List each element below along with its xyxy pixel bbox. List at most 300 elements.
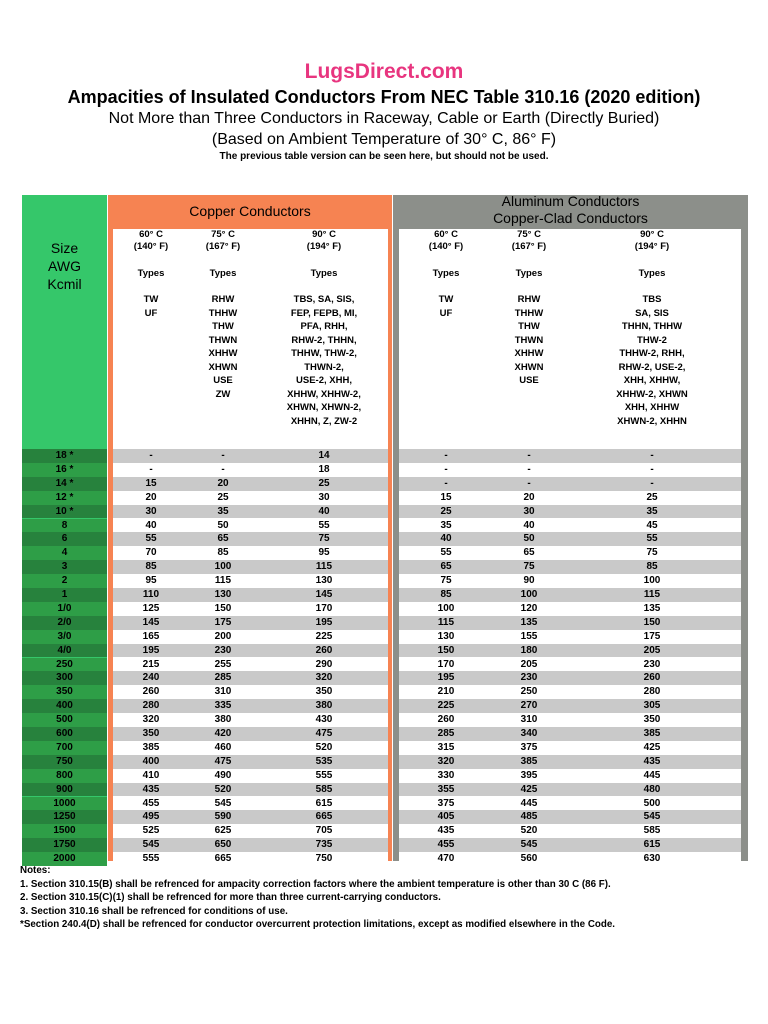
cu-75-cell: 545 xyxy=(214,797,232,809)
table-row xyxy=(22,644,748,658)
cu-90-cell: 665 xyxy=(315,811,333,823)
size-header-line: AWG xyxy=(48,258,81,274)
al-60-cell: 260 xyxy=(437,714,455,726)
al-75-cell: - xyxy=(527,477,531,489)
cu-60-cell: 350 xyxy=(142,728,160,739)
al-75-cell: 205 xyxy=(520,658,538,670)
al-90-cell: 630 xyxy=(643,853,661,865)
cu-75-cell: 625 xyxy=(214,825,232,837)
conductor-type: USE xyxy=(519,375,539,386)
note-line: *Section 240.4(D) shall be refrenced for conductor overcurrent protection limitations, except as modified elsewhere in the Code. xyxy=(20,919,616,930)
al-60-cell: 315 xyxy=(437,741,455,753)
conductor-type: THW xyxy=(212,321,234,332)
conductor-type: UF xyxy=(144,307,158,319)
column-temp-c: 75° C xyxy=(517,229,541,240)
conductor-type: USE-2, XHH, xyxy=(296,375,352,386)
cu-75-cell: 230 xyxy=(214,644,232,656)
table-row xyxy=(22,741,748,755)
al-60-cell: 405 xyxy=(437,811,455,823)
al-75-cell: 340 xyxy=(520,728,538,739)
column-types-list xyxy=(400,293,492,320)
cu-75-cell: 335 xyxy=(214,700,232,712)
table-row xyxy=(22,588,748,602)
cu-75-cell: 650 xyxy=(214,839,232,851)
al-75-cell: 135 xyxy=(520,616,538,628)
cu-90-cell: 615 xyxy=(315,797,333,809)
cu-90-cell: 115 xyxy=(315,561,333,573)
al-60-cell: 470 xyxy=(437,853,455,865)
cu-90-cell: 30 xyxy=(318,491,330,503)
al-75-cell: 120 xyxy=(520,602,538,614)
al-60-cell: - xyxy=(444,450,448,461)
cu-60-cell: 15 xyxy=(145,477,157,489)
previous-version-link[interactable]: The previous table version can be seen here, but should not be used. xyxy=(219,151,549,162)
aluminum-header xyxy=(393,193,748,227)
table-row xyxy=(22,546,748,560)
column-types-list xyxy=(113,293,189,320)
al-75-cell: 445 xyxy=(520,797,538,809)
column-types-list xyxy=(258,293,390,428)
size-cell: 900 xyxy=(22,783,107,797)
table-row xyxy=(22,574,748,588)
conductor-type: RHW xyxy=(211,294,235,305)
table-row xyxy=(22,658,748,672)
al-60-cell: 35 xyxy=(440,519,452,531)
cu-75-cell: 100 xyxy=(214,561,232,573)
cu-90-cell: 195 xyxy=(315,616,333,628)
al-75-cell: 385 xyxy=(520,755,538,767)
cu-60-cell: 240 xyxy=(142,672,160,684)
conductor-type: XHWN xyxy=(208,361,238,373)
conductor-type: XHHW xyxy=(208,348,238,359)
conductor-type: TW xyxy=(438,294,454,305)
size-cell: 10 * xyxy=(22,505,107,519)
cu-90-cell: 380 xyxy=(315,700,333,712)
conductor-type: PFA, RHH, xyxy=(300,321,348,332)
al-90-cell: 350 xyxy=(643,714,661,726)
column-types-label: Types xyxy=(137,268,165,279)
al-90-cell: 500 xyxy=(643,797,661,809)
cu-75-cell: 590 xyxy=(214,811,232,823)
conductor-type: TBS, SA, SIS, xyxy=(293,294,355,305)
cu-75-cell: - xyxy=(221,450,225,461)
column-header xyxy=(187,229,259,401)
table-row xyxy=(22,824,748,838)
conductor-type: THWN-2, xyxy=(304,361,344,373)
conductor-type: SA, SIS xyxy=(635,307,669,319)
conductor-type: XHWN-2, XHHN xyxy=(617,415,687,427)
cu-60-cell: 165 xyxy=(142,630,160,642)
size-cell: 18 * xyxy=(22,449,107,463)
cu-75-cell: 665 xyxy=(214,853,232,865)
column-temp-f: (194° F) xyxy=(306,241,342,252)
cu-60-cell: - xyxy=(149,463,153,475)
cu-60-cell: 125 xyxy=(142,602,160,614)
cu-60-cell: 30 xyxy=(145,505,157,517)
al-75-cell: 560 xyxy=(520,853,538,865)
al-60-cell: 100 xyxy=(437,602,455,614)
column-temp-f: (194° F) xyxy=(634,241,670,252)
cu-90-cell: 130 xyxy=(315,575,333,587)
cu-75-cell: 380 xyxy=(214,714,232,726)
al-90-cell: 435 xyxy=(643,755,661,767)
conductor-type: TW xyxy=(143,294,159,305)
size-cell: 2000 xyxy=(22,852,107,866)
al-60-cell: 75 xyxy=(440,575,452,587)
al-60-cell: 40 xyxy=(440,533,452,545)
cu-60-cell: 85 xyxy=(145,561,157,573)
table-row xyxy=(22,616,748,630)
column-types-label: Types xyxy=(209,268,237,279)
cu-90-cell: 145 xyxy=(315,589,333,600)
conductor-type: XHHW-2, XHWN xyxy=(616,388,688,400)
cu-75-cell: 520 xyxy=(214,783,232,795)
cu-90-cell: 14 xyxy=(318,450,330,461)
table-row xyxy=(22,755,748,769)
al-75-cell: 75 xyxy=(523,561,535,573)
cu-60-cell: - xyxy=(149,450,153,461)
conductor-type: THHN, THHW xyxy=(621,321,683,332)
size-cell: 3 xyxy=(22,560,107,574)
column-header xyxy=(258,229,390,428)
size-cell: 300 xyxy=(22,671,107,685)
cu-90-cell: 260 xyxy=(315,644,333,656)
al-60-cell: 320 xyxy=(437,755,455,767)
al-75-cell: 270 xyxy=(520,700,538,712)
column-types-list xyxy=(574,293,730,428)
conductor-type: THHW xyxy=(514,307,544,319)
size-cell: 1750 xyxy=(22,838,107,852)
cu-60-cell: 435 xyxy=(142,783,160,795)
cu-90-cell: 475 xyxy=(315,728,333,739)
column-temp-f: (167° F) xyxy=(205,241,241,252)
conductor-type: XHHW, XHHW-2, xyxy=(287,388,361,400)
note-line: 2. Section 310.15(C)(1) shall be refrenced for more than three current-carrying conductors. xyxy=(20,892,441,903)
table-row xyxy=(22,560,748,574)
size-cell: 6 xyxy=(22,532,107,546)
conductor-type: ZW xyxy=(215,388,231,400)
cu-90-cell: 555 xyxy=(315,769,333,781)
al-90-cell: - xyxy=(650,463,654,475)
cu-75-cell: 285 xyxy=(214,672,232,684)
conductor-type: TBS xyxy=(642,294,662,305)
size-header-line: Kcmil xyxy=(47,276,82,292)
al-60-cell: 195 xyxy=(437,672,455,684)
size-cell: 400 xyxy=(22,699,107,713)
aluminum-header-line: Aluminum Conductors xyxy=(501,193,640,209)
cu-75-cell: 65 xyxy=(217,533,229,545)
cu-75-cell: 200 xyxy=(214,630,232,642)
al-90-cell: 45 xyxy=(646,519,658,531)
cu-90-cell: 40 xyxy=(318,505,330,517)
al-75-cell: 20 xyxy=(523,491,535,503)
column-types-label: Types xyxy=(638,268,666,279)
cu-90-cell: 705 xyxy=(315,825,333,837)
table-row xyxy=(22,532,748,546)
cu-75-cell: 420 xyxy=(214,728,232,739)
column-temp-c: 60° C xyxy=(434,229,458,240)
al-60-cell: 25 xyxy=(440,505,452,517)
cu-60-cell: 280 xyxy=(142,700,160,712)
brand-title[interactable]: LugsDirect.com xyxy=(304,60,464,83)
table-row xyxy=(22,491,748,505)
aluminum-header-line: Copper-Clad Conductors xyxy=(493,210,648,226)
column-types-list xyxy=(487,293,571,388)
column-header xyxy=(113,229,189,320)
al-75-cell: - xyxy=(527,450,531,461)
conductor-type: XHHN, Z, ZW-2 xyxy=(290,415,358,427)
size-header xyxy=(22,239,107,293)
al-90-cell: - xyxy=(650,450,654,461)
al-60-cell: 355 xyxy=(437,783,455,795)
page-title: Ampacities of Insulated Conductors From NEC Table 310.16 (2020 edition) xyxy=(67,87,701,107)
cu-60-cell: 555 xyxy=(142,853,160,865)
al-75-cell: 40 xyxy=(523,519,535,531)
al-60-cell: 85 xyxy=(440,589,452,600)
table-row xyxy=(22,463,748,477)
al-90-cell: 305 xyxy=(643,700,661,712)
al-90-cell: 445 xyxy=(643,769,661,781)
conductor-type: UF xyxy=(439,307,453,319)
size-cell: 8 xyxy=(22,519,107,533)
cu-90-cell: 225 xyxy=(315,630,333,642)
size-cell: 800 xyxy=(22,769,107,783)
column-header xyxy=(487,229,571,388)
al-75-cell: 395 xyxy=(520,769,538,781)
al-75-cell: 310 xyxy=(520,714,538,726)
table-row xyxy=(22,713,748,727)
conductor-type: XHH, XHHW xyxy=(624,402,680,413)
conductor-type: THWN xyxy=(514,334,544,346)
cu-60-cell: 320 xyxy=(142,714,160,726)
cu-60-cell: 545 xyxy=(142,839,160,851)
size-cell: 1500 xyxy=(22,824,107,838)
al-60-cell: 15 xyxy=(440,491,452,503)
cu-75-cell: 115 xyxy=(214,575,232,587)
cu-75-cell: 310 xyxy=(214,686,232,698)
cu-75-cell: 85 xyxy=(217,547,229,559)
al-75-cell: 425 xyxy=(520,783,538,795)
notes xyxy=(20,864,615,932)
al-60-cell: 285 xyxy=(437,728,455,739)
size-cell: 1250 xyxy=(22,810,107,824)
cu-60-cell: 70 xyxy=(145,547,157,559)
cu-75-cell: 460 xyxy=(214,741,232,753)
cu-60-cell: 525 xyxy=(142,825,160,837)
cu-75-cell: 175 xyxy=(214,616,232,628)
conductor-type: RHW xyxy=(517,294,541,305)
al-60-cell: 150 xyxy=(437,644,455,656)
size-cell: 16 * xyxy=(22,463,107,477)
al-75-cell: 250 xyxy=(520,686,538,698)
size-cell: 2/0 xyxy=(22,616,107,630)
table-row xyxy=(22,699,748,713)
column-temp-c: 90° C xyxy=(640,229,664,240)
al-90-cell: 85 xyxy=(646,561,658,573)
al-90-cell: 25 xyxy=(646,491,658,503)
cu-90-cell: 320 xyxy=(315,672,333,684)
size-cell: 750 xyxy=(22,755,107,769)
cu-60-cell: 400 xyxy=(142,755,160,767)
cu-90-cell: 95 xyxy=(318,547,330,559)
cu-75-cell: 255 xyxy=(214,658,232,670)
al-75-cell: 155 xyxy=(520,630,538,642)
cu-75-cell: 150 xyxy=(214,602,232,614)
al-60-cell: 225 xyxy=(437,700,455,712)
column-temp-f: (140° F) xyxy=(133,241,169,252)
cu-75-cell: 20 xyxy=(217,477,229,489)
al-75-cell: 545 xyxy=(520,839,538,851)
cu-60-cell: 55 xyxy=(145,533,157,545)
cu-90-cell: 750 xyxy=(315,853,333,865)
cu-60-cell: 195 xyxy=(142,644,160,656)
al-90-cell: 75 xyxy=(646,547,658,559)
al-75-cell: 180 xyxy=(520,644,538,656)
conductor-type: USE xyxy=(213,375,233,386)
size-cell: 4 xyxy=(22,546,107,560)
column-header xyxy=(574,229,730,428)
conductor-type: FEP, FEPB, MI, xyxy=(290,307,358,319)
al-75-cell: 485 xyxy=(520,811,538,823)
al-60-cell: - xyxy=(444,463,448,475)
cu-90-cell: 25 xyxy=(318,477,330,489)
size-header-line: Size xyxy=(50,240,79,256)
cu-60-cell: 110 xyxy=(142,589,160,600)
table-row xyxy=(22,783,748,797)
conductor-type: THHW xyxy=(208,307,238,319)
al-90-cell: 385 xyxy=(643,728,661,739)
al-60-cell: 435 xyxy=(437,825,455,837)
al-90-cell: 175 xyxy=(643,630,661,642)
al-90-cell: 135 xyxy=(643,602,661,614)
cu-60-cell: 40 xyxy=(145,519,157,531)
al-60-cell: 130 xyxy=(437,630,455,642)
cu-60-cell: 145 xyxy=(142,616,160,628)
size-cell: 700 xyxy=(22,741,107,755)
size-cell: 350 xyxy=(22,685,107,699)
table-row xyxy=(22,602,748,616)
size-cell: 4/0 xyxy=(22,644,107,658)
cu-60-cell: 20 xyxy=(145,491,157,503)
column-temp-c: 60° C xyxy=(139,229,163,240)
al-60-cell: 375 xyxy=(437,797,455,809)
conductor-type: THHW-2, RHH, xyxy=(619,348,685,359)
al-90-cell: 230 xyxy=(643,658,661,670)
al-60-cell: 55 xyxy=(440,547,452,559)
conductor-type: THW-2 xyxy=(637,334,667,346)
note-line: 1. Section 310.15(B) shall be refrenced for ampacity correction factors where the ambient temperature is other than 30 C (86 F). xyxy=(20,878,611,890)
cu-75-cell: 490 xyxy=(214,769,232,781)
conductor-type: THHW, THW-2, xyxy=(291,348,357,359)
al-90-cell: 480 xyxy=(643,783,661,795)
cu-60-cell: 495 xyxy=(142,811,160,823)
al-75-cell: 230 xyxy=(520,672,538,684)
cu-75-cell: 50 xyxy=(217,519,229,531)
cu-60-cell: 385 xyxy=(142,741,160,753)
size-cell: 14 * xyxy=(22,477,107,491)
al-75-cell: 375 xyxy=(520,741,538,753)
al-90-cell: 55 xyxy=(646,533,658,545)
cu-75-cell: - xyxy=(221,463,225,475)
al-60-cell: 65 xyxy=(440,561,452,573)
table-row xyxy=(22,727,748,741)
al-90-cell: 585 xyxy=(643,825,661,837)
al-90-cell: 150 xyxy=(643,616,661,628)
al-90-cell: 545 xyxy=(643,811,661,823)
table-row xyxy=(22,810,748,824)
al-75-cell: 100 xyxy=(520,589,538,600)
al-90-cell: 280 xyxy=(643,686,661,698)
column-temp-c: 75° C xyxy=(211,229,235,240)
column-temp-f: (167° F) xyxy=(511,241,547,252)
al-90-cell: 425 xyxy=(643,741,661,753)
table-row xyxy=(22,838,748,852)
column-temp-f: (140° F) xyxy=(428,241,464,252)
size-cell: 500 xyxy=(22,713,107,727)
conductor-type: THW xyxy=(518,321,540,332)
column-types-label: Types xyxy=(515,268,543,279)
cu-90-cell: 585 xyxy=(315,783,333,795)
conductor-type: XHH, XHHW, xyxy=(623,375,681,386)
cu-90-cell: 170 xyxy=(315,602,333,614)
al-90-cell: 100 xyxy=(643,575,661,587)
size-cell: 1/0 xyxy=(22,602,107,616)
al-90-cell: 260 xyxy=(643,672,661,684)
cu-90-cell: 535 xyxy=(315,755,333,767)
cu-60-cell: 260 xyxy=(142,686,160,698)
subtitle-ambient: (Based on Ambient Temperature of 30° C, 86° F) xyxy=(211,131,557,148)
table-row xyxy=(22,685,748,699)
copper-header: Copper Conductors xyxy=(189,203,311,219)
cu-75-cell: 475 xyxy=(214,755,232,767)
table-row xyxy=(22,477,748,491)
al-75-cell: 520 xyxy=(520,825,538,837)
cu-90-cell: 430 xyxy=(315,714,333,726)
al-75-cell: 65 xyxy=(523,547,535,559)
notes-heading: Notes: xyxy=(20,865,51,876)
cu-90-cell: 520 xyxy=(315,741,333,753)
cu-75-cell: 130 xyxy=(214,589,232,600)
column-temp-c: 90° C xyxy=(312,229,336,240)
size-cell: 12 * xyxy=(22,491,107,505)
conductor-type: RHW-2, THHN, xyxy=(291,334,357,346)
size-cell: 250 xyxy=(22,658,107,672)
note-line: 3. Section 310.16 shall be refrenced for conditions of use. xyxy=(20,905,288,917)
table-row xyxy=(22,505,748,519)
table-row xyxy=(22,797,748,811)
cu-90-cell: 18 xyxy=(318,463,330,475)
cu-90-cell: 350 xyxy=(315,686,333,698)
al-75-cell: 30 xyxy=(523,505,535,517)
al-60-cell: - xyxy=(444,477,448,489)
cu-60-cell: 410 xyxy=(142,769,160,781)
cu-75-cell: 25 xyxy=(217,491,229,503)
al-90-cell: 615 xyxy=(643,839,661,851)
conductor-type: RHW-2, USE-2, xyxy=(618,361,686,373)
cu-60-cell: 95 xyxy=(145,575,157,587)
cu-90-cell: 55 xyxy=(318,519,330,531)
column-types-label: Types xyxy=(310,268,338,279)
column-types-list xyxy=(187,293,259,401)
conductor-type: XHWN xyxy=(514,361,544,373)
size-cell: 1 xyxy=(22,588,107,602)
column-header xyxy=(400,229,492,320)
cu-90-cell: 735 xyxy=(315,839,333,851)
al-75-cell: - xyxy=(527,463,531,475)
cu-90-cell: 290 xyxy=(315,658,333,670)
size-cell: 3/0 xyxy=(22,630,107,644)
al-90-cell: 115 xyxy=(643,589,661,600)
